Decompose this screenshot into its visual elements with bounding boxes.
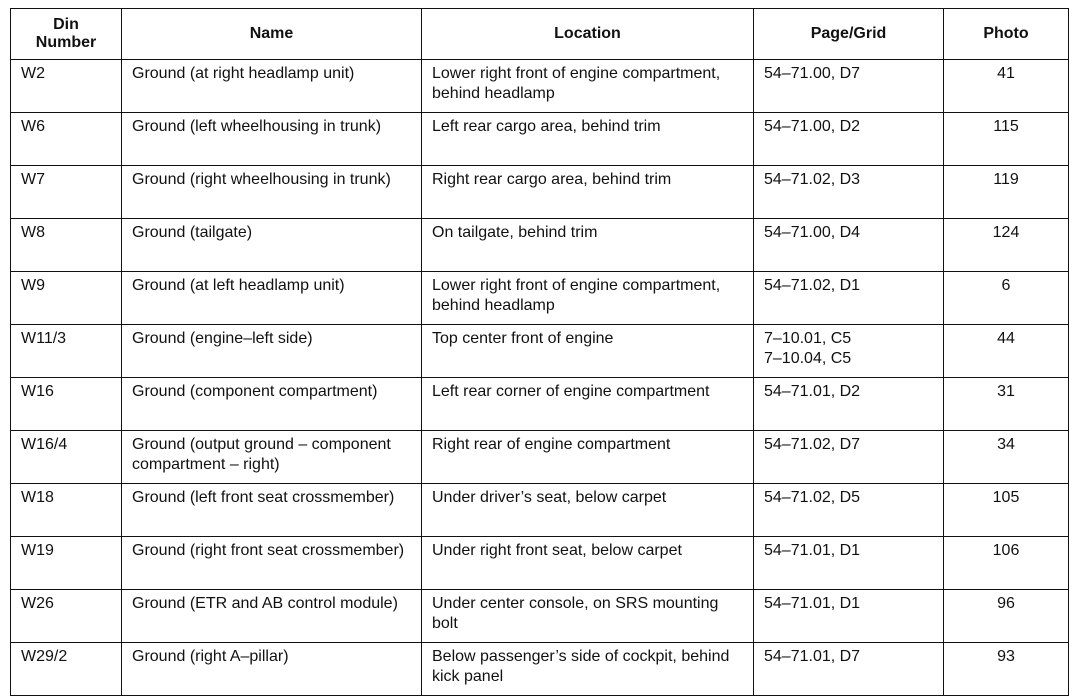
name-cell: Ground (engine–left side) (122, 325, 422, 378)
name-cell: Ground (left wheelhousing in trunk) (122, 113, 422, 166)
name-cell: Ground (left front seat crossmember) (122, 484, 422, 537)
table-row (11, 60, 1069, 113)
page-grid-value: 54–71.01, D1 (764, 595, 861, 612)
page-grid-value: 54–71.02, D5 (764, 489, 861, 506)
photo-cell: 93 (944, 643, 1069, 696)
page-grid-value: 54–71.00, D2 (764, 118, 861, 135)
table-row (11, 537, 1069, 590)
page-grid-value: 54–71.02, D1 (764, 277, 861, 294)
photo-cell: 106 (944, 537, 1069, 590)
din-number-cell: W16/4 (11, 431, 122, 484)
page-grid-value: 54–71.02, D7 (764, 436, 861, 453)
page-grid-value: 7–10.01, C5 (764, 330, 852, 347)
photo-cell: 34 (944, 431, 1069, 484)
photo-cell: 115 (944, 113, 1069, 166)
page-grid-cell (754, 484, 944, 537)
photo-cell: 6 (944, 272, 1069, 325)
din-number-cell: W11/3 (11, 325, 122, 378)
name-cell: Ground (at left headlamp unit) (122, 272, 422, 325)
page-grid-cell (754, 219, 944, 272)
page-grid-value: 54–71.00, D4 (764, 224, 861, 241)
table-row (11, 325, 1069, 378)
header-name: Name (122, 9, 422, 60)
name-cell: Ground (right A–pillar) (122, 643, 422, 696)
page-grid-cell (754, 60, 944, 113)
din-number-cell: W9 (11, 272, 122, 325)
din-number-cell: W2 (11, 60, 122, 113)
page-grid-value: 7–10.04, C5 (764, 350, 852, 367)
page-grid-cell (754, 166, 944, 219)
name-cell: Ground (tailgate) (122, 219, 422, 272)
page-grid-cell (754, 431, 944, 484)
location-cell: Under right front seat, below carpet (422, 537, 754, 590)
header-page-grid: Page/Grid (754, 9, 944, 60)
location-cell: Top center front of engine (422, 325, 754, 378)
header-photo: Photo (944, 9, 1069, 60)
din-number-cell: W8 (11, 219, 122, 272)
table-row (11, 219, 1069, 272)
photo-cell: 96 (944, 590, 1069, 643)
photo-cell: 31 (944, 378, 1069, 431)
ground-locations-table (10, 8, 1069, 696)
header-location: Location (422, 9, 754, 60)
location-cell: Right rear of engine compartment (422, 431, 754, 484)
location-cell: Left rear corner of engine compartment (422, 378, 754, 431)
page-grid-cell (754, 537, 944, 590)
din-number-cell: W26 (11, 590, 122, 643)
location-cell: On tailgate, behind trim (422, 219, 754, 272)
page-grid-value: 54–71.01, D1 (764, 542, 861, 559)
table-row (11, 484, 1069, 537)
location-cell: Right rear cargo area, behind trim (422, 166, 754, 219)
photo-cell: 41 (944, 60, 1069, 113)
name-cell: Ground (right wheelhousing in trunk) (122, 166, 422, 219)
name-cell: Ground (at right headlamp unit) (122, 60, 422, 113)
name-cell: Ground (component compartment) (122, 378, 422, 431)
din-number-cell: W29/2 (11, 643, 122, 696)
page-grid-value: 54–71.01, D2 (764, 383, 861, 400)
header-din-line1: Din (53, 16, 79, 33)
location-cell: Left rear cargo area, behind trim (422, 113, 754, 166)
page-grid-cell (754, 378, 944, 431)
din-number-cell: W18 (11, 484, 122, 537)
table-header (11, 9, 1069, 60)
page-grid-value: 54–71.02, D3 (764, 171, 861, 188)
header-row (11, 9, 1069, 60)
photo-cell: 44 (944, 325, 1069, 378)
photo-cell: 124 (944, 219, 1069, 272)
din-number-cell: W6 (11, 113, 122, 166)
table-row (11, 378, 1069, 431)
photo-cell: 119 (944, 166, 1069, 219)
page-grid-value: 54–71.01, D7 (764, 648, 861, 665)
din-number-cell: W19 (11, 537, 122, 590)
location-cell: Under center console, on SRS mounting bolt (422, 590, 754, 643)
page-grid-cell (754, 272, 944, 325)
table-row (11, 113, 1069, 166)
header-din-number (11, 9, 122, 60)
table-row (11, 590, 1069, 643)
page-grid-cell (754, 113, 944, 166)
table-row (11, 431, 1069, 484)
header-din-line2: Number (35, 34, 97, 51)
page-grid-value: 54–71.00, D7 (764, 65, 861, 82)
name-cell: Ground (right front seat crossmember) (122, 537, 422, 590)
photo-cell: 105 (944, 484, 1069, 537)
din-number-cell: W16 (11, 378, 122, 431)
name-cell: Ground (ETR and AB control module) (122, 590, 422, 643)
table-row (11, 272, 1069, 325)
location-cell: Lower right front of engine compartment, behind headlamp (422, 272, 754, 325)
page-grid-cell (754, 590, 944, 643)
location-cell: Under driver’s seat, below carpet (422, 484, 754, 537)
location-cell: Below passenger’s side of cockpit, behind kick panel (422, 643, 754, 696)
table-row (11, 166, 1069, 219)
din-number-cell: W7 (11, 166, 122, 219)
location-cell: Lower right front of engine compartment, behind headlamp (422, 60, 754, 113)
name-cell: Ground (output ground – component compartment – right) (122, 431, 422, 484)
table-body (11, 60, 1069, 696)
page-grid-cell (754, 325, 944, 378)
